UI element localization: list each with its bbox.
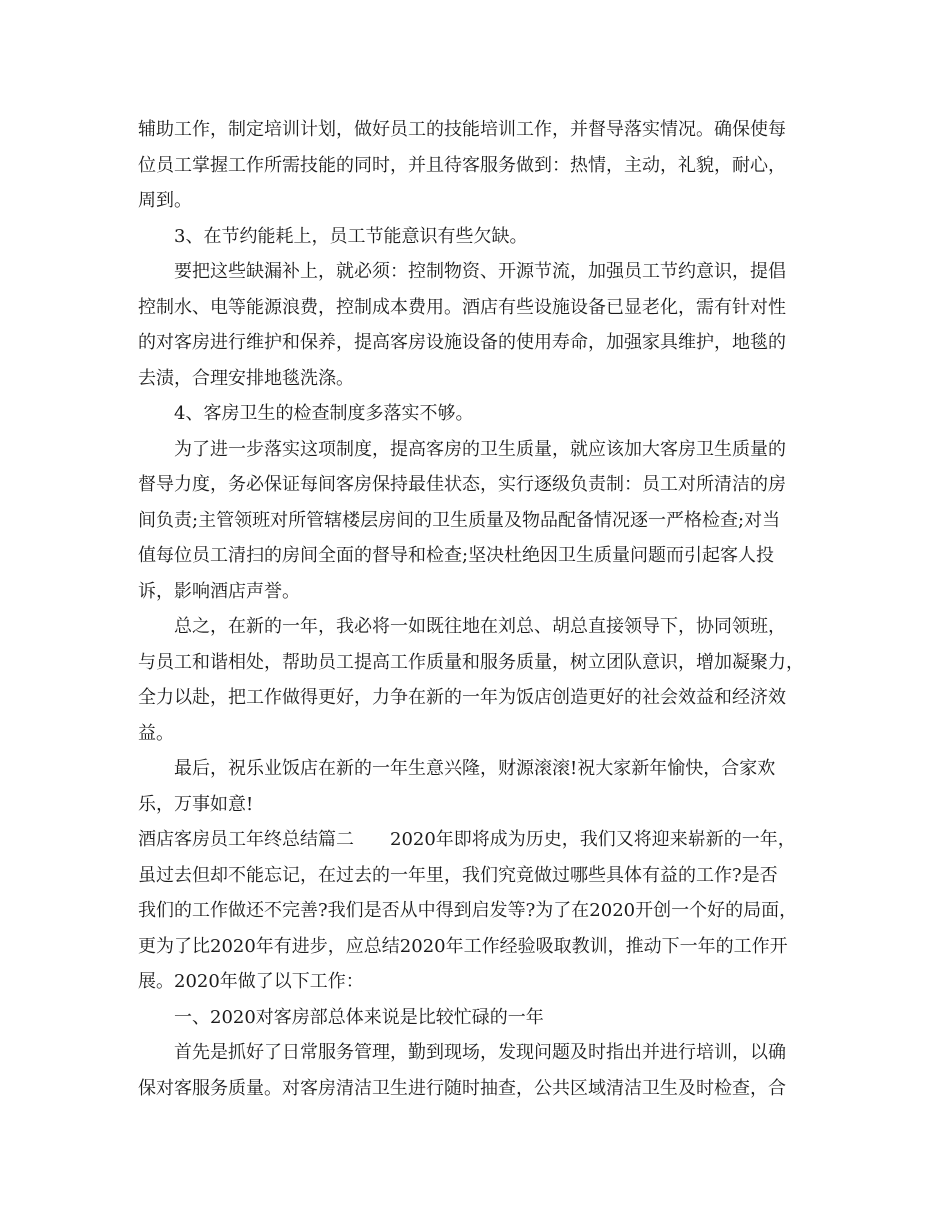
text-line: 位员工掌握工作所需技能的同时，并且待客服务做到：热情，主动，礼貌，耐心，	[138, 154, 786, 176]
text-line: 保对客服务质量。对客房清洁卫生进行随时抽查，公共区域清洁卫生及时检查，合	[138, 1077, 786, 1099]
text-line: 间负责;主管领班对所管辖楼层房间的卫生质量及物品配备情况逐一严格检查;对当	[138, 509, 781, 531]
text-line: 全力以赴，把工作做得更好，力争在新的一年为饭店创造更好的社会效益和经济效	[138, 687, 786, 708]
text-line: 乐，万事如意!	[138, 793, 254, 815]
text-line: 总之，在新的一年，我必将一如既往地在刘总、胡总直接领导下，协同领班，	[174, 616, 786, 637]
text-line: 为了进一步落实这项制度，提高客房的卫生质量，就应该加大客房卫生质量的	[174, 438, 786, 460]
text-line: 一、2020对客房部总体来说是比较忙碌的一年	[174, 1006, 544, 1028]
text-line: 的对客房进行维护和保养，提高客房设施设备的使用寿命，加强家具维护，地毯的	[138, 332, 786, 353]
text-line: 酒店客房员工年终总结篇二 2020年即将成为历史，我们又将迎来崭新的一年，	[138, 829, 796, 850]
text-line: 最后，祝乐业饭店在新的一年生意兴隆，财源滚滚!祝大家新年愉快，合家欢	[174, 758, 776, 779]
text-line: 辅助工作，制定培训计划，做好员工的技能培训工作，并督导落实情况。确保使每	[138, 119, 786, 140]
text-line: 首先是抓好了日常服务管理，勤到现场，发现问题及时指出并进行培训，以确	[174, 1042, 786, 1063]
text-line: 展。2020年做了以下工作：	[138, 971, 364, 992]
text-line: 我们的工作做还不完善?我们是否从中得到启发等?为了在2020开创一个好的局面，	[138, 900, 798, 921]
text-line: 诉，影响酒店声誉。	[138, 580, 300, 602]
text-line: 值每位员工清扫的房间全面的督导和检查;坚决杜绝因卫生质量问题而引起客人投	[138, 545, 775, 566]
text-line: 控制水、电等能源浪费，控制成本费用。酒店有些设施设备已显老化，需有针对性	[138, 296, 786, 318]
text-line: 虽过去但却不能忘记，在过去的一年里，我们究竟做过哪些具体有益的工作?是否	[138, 864, 778, 886]
text-line: 4、客房卫生的检查制度多落实不够。	[174, 403, 474, 424]
document-body	[138, 112, 818, 1106]
text-line: 去渍，合理安排地毯洗涤。	[138, 367, 354, 389]
text-line: 周到。	[138, 190, 192, 211]
text-line: 更为了比2020年有进步，应总结2020年工作经验吸取教训，推动下一年的工作开	[138, 935, 788, 957]
text-line: 益。	[138, 722, 174, 744]
text-line: 要把这些缺漏补上，就必须：控制物资、开源节流，加强员工节约意识，提倡	[174, 261, 786, 282]
text-line: 督导力度，务必保证每间客房保持最佳状态，实行逐级负责制：员工对所清洁的房	[138, 474, 786, 495]
text-line: 与员工和谐相处，帮助员工提高工作质量和服务质量，树立团队意识，增加凝聚力，	[138, 651, 804, 673]
text-line: 3、在节约能耗上，员工节能意识有些欠缺。	[174, 225, 528, 247]
